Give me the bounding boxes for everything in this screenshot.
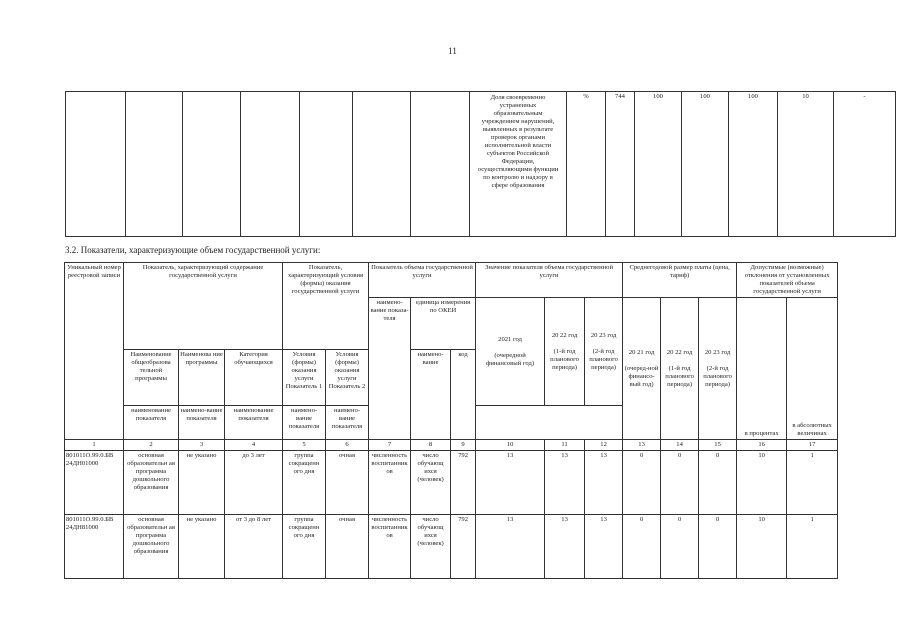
header-cond1: Условия (формы) оказания услуги Показатель 1 — [283, 350, 326, 406]
cond1-cell: группа сокращенн ого дня — [283, 451, 326, 515]
empty-cell — [126, 92, 183, 237]
column-number: 8 — [411, 440, 451, 451]
value-2022: 100 — [682, 92, 729, 237]
column-number: 16 — [737, 440, 787, 451]
deviation-absolute: 1 — [787, 515, 838, 579]
header-2021 — [476, 298, 545, 406]
empty-cell — [300, 92, 353, 237]
column-number: 12 — [585, 440, 623, 451]
value-2023: 100 — [729, 92, 778, 237]
category-cell: до 3 лет — [225, 451, 283, 515]
table-row — [65, 515, 838, 579]
column-number: 5 — [283, 440, 326, 451]
column-numbers-row — [65, 440, 838, 451]
header-2023 — [585, 298, 623, 406]
header-deviations: Допустимые (возможные) отклонения от установленных показателей объема государственной услуги — [737, 263, 838, 298]
header-avg-price: Среднегодовой размер платы (цена, тариф) — [623, 263, 737, 298]
header-ind-name: наименование показателя — [225, 406, 283, 440]
table-row — [65, 451, 838, 515]
program-cell: основная образовательн ая программа дошкольного образования — [124, 515, 179, 579]
header-in-percent: в процентах — [737, 298, 787, 440]
value-2022: 13 — [545, 451, 585, 515]
period-label: (очередной финансовый год) — [486, 351, 535, 367]
value-2022: 13 — [545, 515, 585, 579]
header-ind-name: наимено-вание показателя — [326, 406, 369, 440]
column-number: 1 — [65, 440, 124, 451]
header-in-absolute: в абсолютных величинах — [787, 298, 838, 440]
unit-cell: % — [567, 92, 606, 237]
header-reg-number: Уникальный номер реестровой записи — [65, 263, 124, 440]
year-label: 20 22 год — [666, 348, 693, 356]
empty-cell — [476, 406, 623, 440]
header-category: Категория обучающихся — [225, 350, 283, 406]
column-number: 10 — [476, 440, 545, 451]
okei-cell: 744 — [606, 92, 635, 237]
period-label: (2-й год планового периода) — [703, 364, 732, 388]
year-label: 20 23 год — [590, 331, 617, 339]
value-2021: 100 — [635, 92, 682, 237]
deviation-percent: 10 — [737, 515, 787, 579]
column-number: 7 — [369, 440, 411, 451]
unit-cell: число обучающ ихся (человек) — [411, 451, 451, 515]
header-row-1 — [65, 263, 838, 298]
section-title: 3.2. Показатели, характеризующие объем государственной услуги: — [65, 245, 321, 255]
empty-cell — [353, 92, 411, 237]
indicator-name: Доля своевременно устраненных образовательным учреждением нарушений, выявленных в результате проверок органами исполнительной власти субъектов Российской Федерации, осуществляющими функции по контролю и надзору в сфере образования — [470, 92, 567, 237]
header-cond2: Условия (формы) оказания услуги Показатель 2 — [326, 350, 369, 406]
price-2021: 0 — [623, 515, 661, 579]
period-label: (1-й год планового периода) — [665, 364, 694, 388]
empty-cell — [66, 92, 126, 237]
header-unit-name: наимено-вание — [411, 350, 451, 440]
empty-cell — [241, 92, 300, 237]
year-label: 20 21 год — [628, 348, 655, 356]
quality-indicators-table — [65, 91, 896, 237]
year-label: 20 22 год — [551, 331, 578, 339]
period-label: (очеред-ной финансо-вый год) — [624, 364, 659, 388]
deviation-absolute: 1 — [787, 451, 838, 515]
code-cell: 792 — [451, 515, 476, 579]
price-2022: 0 — [661, 451, 699, 515]
header-ind-name: наименование показателя — [124, 406, 179, 440]
header-price-23 — [699, 298, 737, 440]
year-label: 2021 год — [498, 335, 522, 343]
header-program-name: Наименова ние программы — [179, 350, 225, 406]
column-number: 11 — [545, 440, 585, 451]
table-row — [66, 92, 896, 237]
column-number: 14 — [661, 440, 699, 451]
reg-number-cell: 801011О.99.0.БВ 24ДН81000 — [65, 515, 124, 579]
column-number: 9 — [451, 440, 476, 451]
name-cell: не указано — [179, 515, 225, 579]
header-ind-name: наимено-вание показателя — [283, 406, 326, 440]
price-2023: 0 — [699, 515, 737, 579]
cond2-cell: очная — [326, 451, 369, 515]
indicator-cell: численность воспитанник ов — [369, 451, 411, 515]
column-number: 17 — [787, 440, 838, 451]
value-2021: 13 — [476, 515, 545, 579]
price-2023: 0 — [699, 451, 737, 515]
name-cell: не указано — [179, 451, 225, 515]
value-2023: 13 — [585, 515, 623, 579]
header-indicator-name: наимено-вание показа-теля — [369, 298, 411, 440]
header-conditions: Показатель, характеризующий условия (формы) оказания государственной услуги — [283, 263, 369, 350]
empty-cell — [183, 92, 241, 237]
price-2022: 0 — [661, 515, 699, 579]
column-number: 6 — [326, 440, 369, 451]
header-price-21 — [623, 298, 661, 440]
header-edu-program: Наименование общеобразова тельной программы — [124, 350, 179, 406]
deviation-absolute: - — [834, 92, 896, 237]
value-2023: 13 — [585, 451, 623, 515]
period-label: (2-й год планового периода) — [589, 347, 618, 371]
page-number: 11 — [448, 46, 457, 56]
program-cell: основная образовательн ая программа дошкольного образования — [124, 451, 179, 515]
header-unit-okei: единица измерения по ОКЕИ — [411, 298, 476, 350]
period-label: (1-й год планового периода) — [550, 347, 579, 371]
header-price-22 — [661, 298, 699, 440]
year-label: 20 23 год — [704, 348, 731, 356]
volume-indicators-table — [64, 262, 838, 579]
header-unit-code: код — [451, 350, 476, 440]
category-cell: от 3 до 8 лет — [225, 515, 283, 579]
header-2022 — [545, 298, 585, 406]
indicator-cell: численность воспитанник ов — [369, 515, 411, 579]
cond2-cell: очная — [326, 515, 369, 579]
table-body — [65, 451, 838, 579]
column-number: 13 — [623, 440, 661, 451]
code-cell: 792 — [451, 451, 476, 515]
header-volume: Показатель объема государственной услуги — [369, 263, 476, 298]
deviation-percent: 10 — [737, 451, 787, 515]
header-content: Показатель, характеризующий содержание государственной услуги — [124, 263, 283, 350]
column-number: 4 — [225, 440, 283, 451]
cond1-cell: группа сокращенн ого дня — [283, 515, 326, 579]
header-ind-name: наимено-вание показателя — [179, 406, 225, 440]
empty-cell — [411, 92, 470, 237]
value-2021: 13 — [476, 451, 545, 515]
reg-number-cell: 801011О.99.0.БВ 24ДН01000 — [65, 451, 124, 515]
header-volume-value: Значение показателя объема государственной услуги — [476, 263, 623, 298]
column-number: 2 — [124, 440, 179, 451]
column-number: 3 — [179, 440, 225, 451]
column-number: 15 — [699, 440, 737, 451]
deviation-percent: 10 — [778, 92, 834, 237]
price-2021: 0 — [623, 451, 661, 515]
unit-cell: число обучающ ихся (человек) — [411, 515, 451, 579]
